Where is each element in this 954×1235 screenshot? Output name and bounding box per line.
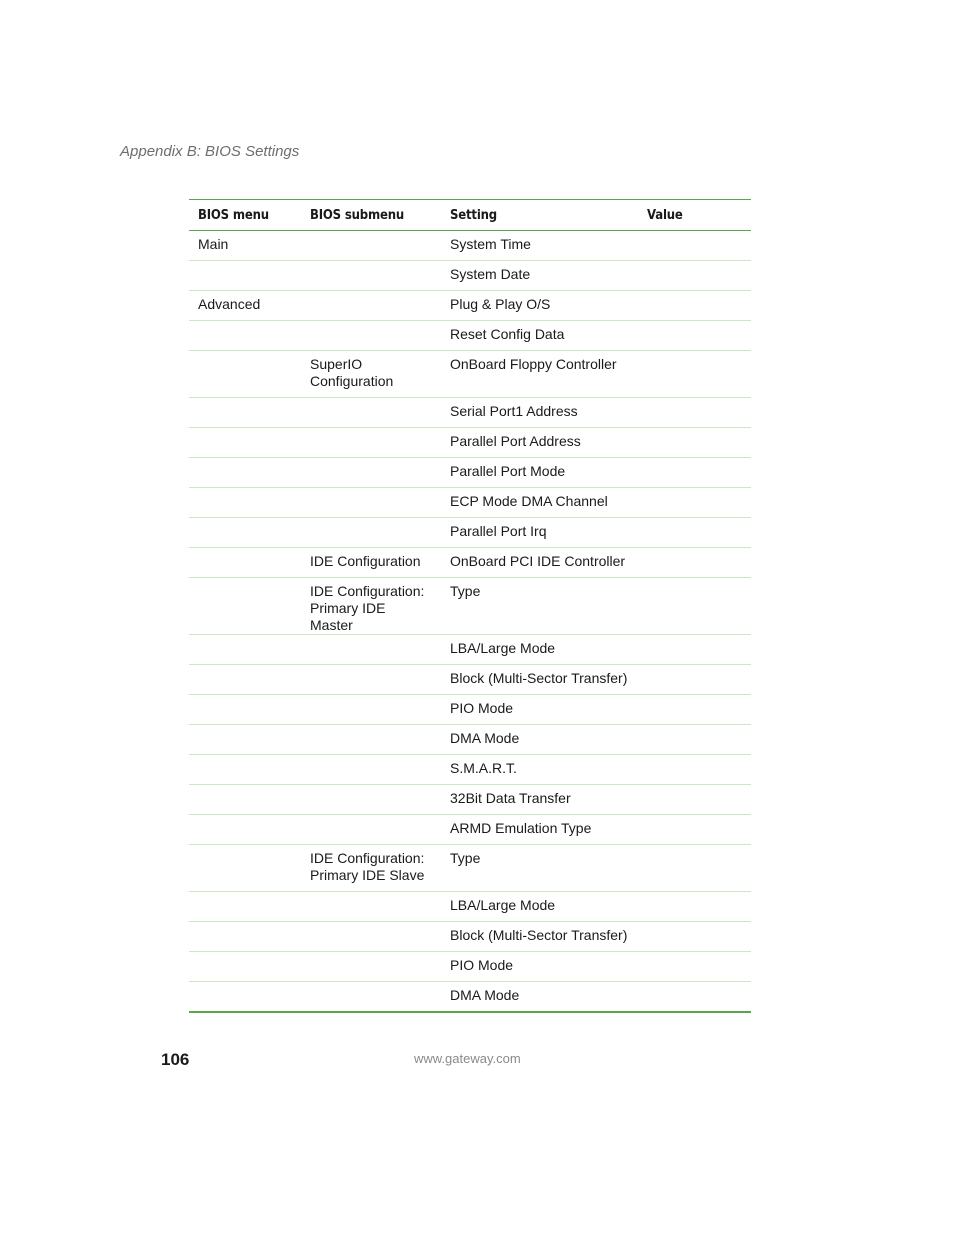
cell-menu xyxy=(189,261,301,291)
table-row xyxy=(189,785,751,815)
table-row xyxy=(189,695,751,725)
cell-value xyxy=(638,321,751,351)
cell-submenu xyxy=(301,982,441,1013)
cell-value xyxy=(638,922,751,952)
cell-value xyxy=(638,665,751,695)
table-row xyxy=(189,922,751,952)
cell-submenu xyxy=(301,518,441,548)
cell-submenu: SuperIO Configuration xyxy=(310,356,394,389)
cell-menu xyxy=(189,321,301,351)
cell-menu xyxy=(189,635,301,665)
cell-submenu xyxy=(301,428,441,458)
cell-value xyxy=(638,488,751,518)
cell-value xyxy=(638,952,751,982)
column-header-setting: Setting xyxy=(450,207,498,223)
running-head-title: Appendix B: BIOS Settings xyxy=(120,143,300,160)
table-row xyxy=(189,458,751,488)
cell-submenu xyxy=(301,291,441,321)
cell-value xyxy=(638,398,751,428)
cell-submenu xyxy=(301,755,441,785)
cell-menu xyxy=(189,695,301,725)
table-row xyxy=(189,321,751,351)
cell-submenu xyxy=(301,458,441,488)
cell-menu xyxy=(189,351,301,398)
cell-value xyxy=(638,635,751,665)
cell-submenu xyxy=(301,261,441,291)
cell-menu xyxy=(189,815,301,845)
cell-submenu: IDE Configuration: Primary IDE Slave xyxy=(310,850,425,883)
cell-setting: ARMD Emulation Type xyxy=(450,820,592,836)
table-header-row xyxy=(189,200,751,231)
cell-menu xyxy=(189,922,301,952)
cell-setting: 32Bit Data Transfer xyxy=(450,790,571,806)
cell-value xyxy=(638,695,751,725)
cell-setting: PIO Mode xyxy=(450,700,514,716)
cell-setting: Plug & Play O/S xyxy=(450,296,551,312)
cell-value xyxy=(638,231,751,261)
cell-setting: Serial Port1 Address xyxy=(450,403,578,419)
table-row xyxy=(189,815,751,845)
table-row xyxy=(189,845,751,892)
cell-menu xyxy=(189,892,301,922)
cell-value xyxy=(638,892,751,922)
cell-submenu xyxy=(301,321,441,351)
cell-setting: Parallel Port Mode xyxy=(450,463,566,479)
cell-menu xyxy=(189,845,301,892)
cell-submenu xyxy=(301,922,441,952)
cell-setting: Block (Multi-Sector Transfer) xyxy=(450,670,628,686)
table-row xyxy=(189,635,751,665)
cell-setting: Parallel Port Address xyxy=(450,433,581,449)
cell-setting: System Time xyxy=(450,236,531,252)
cell-setting: System Date xyxy=(450,266,531,282)
cell-menu xyxy=(189,755,301,785)
table-row xyxy=(189,982,751,1013)
cell-menu xyxy=(189,725,301,755)
cell-setting: PIO Mode xyxy=(450,957,514,973)
cell-menu xyxy=(189,428,301,458)
cell-menu xyxy=(189,578,301,635)
cell-menu xyxy=(189,982,301,1013)
cell-menu xyxy=(189,398,301,428)
cell-submenu xyxy=(301,952,441,982)
table-row xyxy=(189,725,751,755)
cell-value xyxy=(638,815,751,845)
cell-value xyxy=(638,755,751,785)
table-row xyxy=(189,351,751,398)
cell-menu xyxy=(189,785,301,815)
table-row xyxy=(189,261,751,291)
cell-value xyxy=(638,578,751,635)
cell-submenu xyxy=(301,488,441,518)
column-header-bios-menu: BIOS menu xyxy=(198,207,269,223)
cell-submenu: IDE Configuration: Primary IDE Master xyxy=(310,583,425,633)
table-row xyxy=(189,892,751,922)
cell-setting: OnBoard PCI IDE Controller xyxy=(450,553,626,569)
table-row xyxy=(189,488,751,518)
cell-submenu xyxy=(301,725,441,755)
table-row xyxy=(189,518,751,548)
cell-submenu xyxy=(301,665,441,695)
cell-setting: S.M.A.R.T. xyxy=(450,760,517,776)
cell-submenu xyxy=(301,231,441,261)
cell-menu: Main xyxy=(198,236,229,252)
footer-url: www.gateway.com xyxy=(414,1051,521,1066)
cell-setting: OnBoard Floppy Controller xyxy=(450,356,617,372)
cell-setting: DMA Mode xyxy=(450,987,520,1003)
table-row xyxy=(189,231,751,261)
cell-menu xyxy=(189,518,301,548)
cell-submenu xyxy=(301,892,441,922)
cell-value xyxy=(638,428,751,458)
cell-value xyxy=(638,291,751,321)
cell-value xyxy=(638,261,751,291)
cell-value xyxy=(638,785,751,815)
cell-menu xyxy=(189,665,301,695)
table-row xyxy=(189,548,751,578)
table-row xyxy=(189,665,751,695)
cell-setting: LBA/Large Mode xyxy=(450,640,556,656)
cell-value xyxy=(638,518,751,548)
cell-submenu xyxy=(301,398,441,428)
cell-setting: Parallel Port Irq xyxy=(450,523,547,539)
cell-setting: Type xyxy=(450,850,481,866)
cell-menu xyxy=(189,488,301,518)
cell-setting: Block (Multi-Sector Transfer) xyxy=(450,927,628,943)
column-header-value: Value xyxy=(647,207,683,223)
cell-setting: DMA Mode xyxy=(450,730,520,746)
cell-setting: Reset Config Data xyxy=(450,326,565,342)
cell-submenu xyxy=(301,695,441,725)
table-row xyxy=(189,398,751,428)
table-row xyxy=(189,755,751,785)
cell-submenu xyxy=(301,785,441,815)
cell-value xyxy=(638,725,751,755)
table-row xyxy=(189,291,751,321)
cell-menu xyxy=(189,458,301,488)
cell-value xyxy=(638,982,751,1013)
bios-settings-table xyxy=(189,199,751,1013)
cell-setting: ECP Mode DMA Channel xyxy=(450,493,608,509)
table-row xyxy=(189,428,751,458)
table-row xyxy=(189,578,751,635)
cell-submenu xyxy=(301,815,441,845)
cell-value xyxy=(638,351,751,398)
cell-value xyxy=(638,845,751,892)
cell-menu xyxy=(189,952,301,982)
table-header xyxy=(189,200,751,231)
column-header-bios-submenu: BIOS submenu xyxy=(310,207,405,223)
cell-value xyxy=(638,458,751,488)
page-number: 106 xyxy=(161,1050,190,1069)
cell-menu xyxy=(189,548,301,578)
cell-setting: LBA/Large Mode xyxy=(450,897,556,913)
cell-menu: Advanced xyxy=(198,296,261,312)
cell-value xyxy=(638,548,751,578)
table-body xyxy=(189,231,751,1013)
cell-setting: Type xyxy=(450,583,481,599)
cell-submenu xyxy=(301,635,441,665)
cell-submenu: IDE Configuration xyxy=(310,553,421,569)
table-row xyxy=(189,952,751,982)
